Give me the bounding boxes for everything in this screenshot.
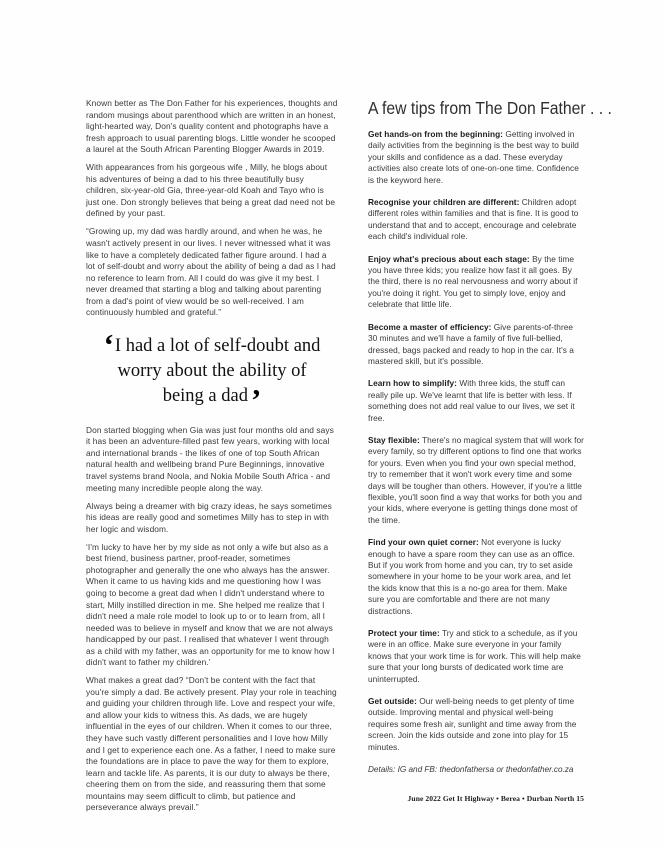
tip-item xyxy=(368,254,584,311)
tip-text: Not everyone is lucky enough to have a spare room they can use as an office. But if you work from home and you can, try to set aside somewhere in your home to be your work area, and let the kids know that this is a no-go area for them. Make sure you are comfortable and there are not many distractions. xyxy=(368,537,575,616)
paragraph: “Growing up, my dad was hardly around, and when he was, he wasn't actively present in our lives. I never witnessed what it was like to have a completely dedicated father figure around. I had a lot of self-doubt and worry about the ability of being a dad as I had no reference to learn from. All I could do was give it my best. I never dreamed that starting a blog and talking about parenting from a dad's point of view would be so well-received. I am continuously humbled and grateful.” xyxy=(86,226,336,318)
pull-quote-line-2: worry about the ability of xyxy=(117,360,307,381)
page-footer: June 2022 Get It Highway • Berea • Durban North 15 xyxy=(407,794,584,803)
tip-item xyxy=(368,696,584,753)
right-column xyxy=(368,98,612,775)
tip-text: By the time you have three kids; you realize how fast it all goes. By the third, there is no real nervousness and worry about if you're doing it right. You get to simply love, enjoy and celebrate that little life. xyxy=(368,253,578,310)
pull-quote xyxy=(86,326,338,417)
paragraph: Always being a dreamer with big crazy ideas, he says sometimes his ideas are really good and sometimes Milly has to step in with her logic and wisdom. xyxy=(86,500,332,534)
pull-quote-text-1: I had a lot of self-doubt and xyxy=(114,335,321,356)
paragraph: With appearances from his gorgeous wife , Milly, he blogs about his adventures of being a dad to his three beautifully busy children, six-year-old Gia, three-year-old Koah and Tayo who is just one. Don strongly believes that being a great dad need not be defined by your past. xyxy=(86,162,336,219)
pull-quote-text-3: being a dad xyxy=(162,385,248,406)
tip-text: Our well-being needs to get plenty of time outside. Improving mental and physical well-being requires some fresh air, sunlight and time away from the screen. Join the kids outside and zone into play for 15 minutes. xyxy=(368,696,577,752)
tip-text: With three kids, the stuff can really pile up. We've learnt that life is better with less. If something does not add real value to our lives, we set it free. xyxy=(368,378,575,423)
pull-quote-line-1: ‘I had a lot of self-doubt and xyxy=(103,326,321,362)
tip-text: Children adopt different roles within families and that is fine. It is good to understand that and to accept, encourage and celebrate each child's individual role. xyxy=(368,197,579,242)
details-line: Details: IG and FB: thedonfathersa or thedonfather.co.za xyxy=(368,765,574,775)
tip-lead: Protect your time: xyxy=(368,628,440,639)
paragraph: Known better as The Don Father for his experiences, thoughts and random musings about parenthood which are written in an honest, light-hearted way, Don's quality content and photographs have a fresh approach to usual parenting blogs. Little wonder he scooped a laurel at the South African Parenting Blogger Awards in 2019. xyxy=(86,98,338,155)
tip-text: There's no magical system that will work for every family, so try different options to find one that works for yours. Even when you find your own special method, try to remember that it won't work every time and some days will be tougher than others. However, if you're a little flexible, you'll soon find a way that works for both you and your kids, where everyone is getting things done most of the time. xyxy=(368,434,584,525)
tip-lead: Stay flexible: xyxy=(368,434,420,445)
tip-text: Try and stick to a schedule, as if you were in an office. Make sure everyone in your family knows that your work time is for work. This will help make sure that your long bursts of dedicated work time are uninterrupted. xyxy=(368,628,581,684)
tip-item xyxy=(368,537,584,617)
tip-item xyxy=(368,322,584,368)
left-column xyxy=(86,98,338,814)
tip-lead: Learn how to simplify: xyxy=(368,378,457,389)
tip-lead: Enjoy what's precious about each stage: xyxy=(368,253,530,264)
paragraph: What makes a great dad? “Don't be content with the fact that you're simply a dad. Be actively present. Play your role in teaching and guiding your children through life. Love and respect your wife, and allow your kids to witness this. As dads, we are hugely influential in the eyes of our children. When it comes to our three, they have such vastly different personalities and I love how Milly and I get to experience each one. As a father, I need to make sure the foundations are in place to pave the way for them to explore, learn and tackle life. As parents, it is our duty to always be there, cheering them on from the side, and reassuring them that some mountains may seem difficult to climb, but patience and perseverance always prevail.” xyxy=(86,675,337,813)
pull-quote-line-3: being a dad’ xyxy=(162,381,262,417)
tip-text: Getting involved in daily activities from the beginning is the best way to build your skills and confidence as a dad. These everyday activities also create lots of one-on-one time. Confidence is the keyword here. xyxy=(368,129,579,185)
tip-lead: Recognise your children are different: xyxy=(368,197,520,208)
tip-item xyxy=(368,628,584,685)
tip-lead: Find your own quiet corner: xyxy=(368,537,479,548)
tip-item xyxy=(368,435,584,526)
tip-lead: Become a master of efficiency: xyxy=(368,321,492,332)
tip-text: Give parents-of-three 30 minutes and we'll have a family of five full-bellied, dressed, bags packed and ready to hop in the car. It's a mastered skill, but it's possible. xyxy=(368,321,574,366)
tip-lead: Get outside: xyxy=(368,696,417,707)
tip-item xyxy=(368,197,584,243)
tip-lead: Get hands-on from the beginning: xyxy=(368,129,503,139)
tip-item xyxy=(368,378,584,424)
tip-item xyxy=(368,129,584,186)
paragraph: ‘I'm lucky to have her by my side as not only a wife but also as a best friend, business partner, proof-reader, sometimes photographer and generally the one who always has the answer. When it came to us having kids and me questioning how I was going to become a great dad when I didn't understand where to start, Milly instilled direction in me. She helped me realize that I didn't need a male role model to look up to or to learn from, all I needed was to believe in myself and know that we are not always handicapped by our past. I realised that whatever I went through as a child with my father, was an opportunity for me to know how I didn't want to father my children.’ xyxy=(86,541,335,668)
tips-heading: A few tips from The Don Father . . . xyxy=(368,98,612,118)
paragraph: Don started blogging when Gia was just four months old and says it has been an adventure-filled past few years, working with local and international brands - the likes of one of top South African natural health and wellbeing brand Pure Beginnings, innovative travel systems brand Noola, and Nokia Mobile South Africa - and meeting many incredible people along the way. xyxy=(86,424,334,493)
